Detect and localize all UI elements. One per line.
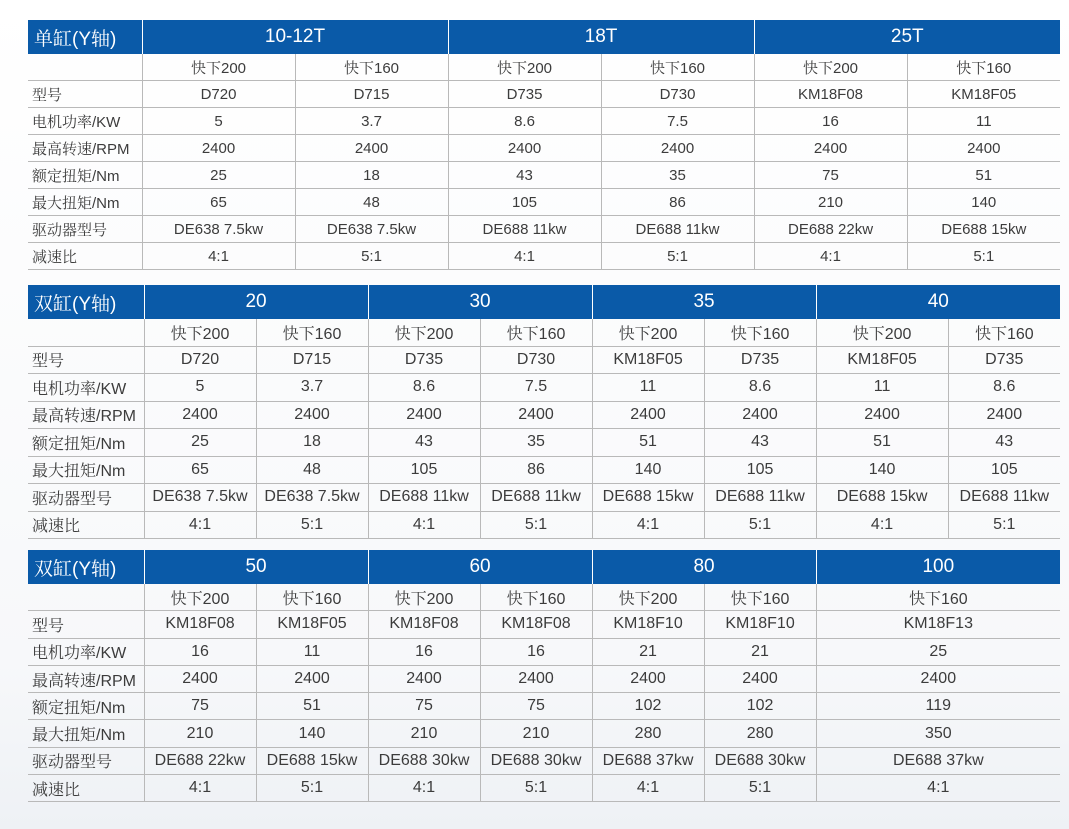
table-row — [28, 162, 1060, 189]
table-cell: KM18F08 — [754, 81, 907, 108]
table-cell: 8.6 — [368, 374, 480, 402]
table-cell: DE688 11kw — [480, 484, 592, 512]
table-cell: 2400 — [754, 135, 907, 162]
table-cell: 48 — [256, 456, 368, 484]
table-cell: 119 — [816, 693, 1060, 720]
table-cell: KM18F10 — [592, 611, 704, 638]
tonnage-header: 50 — [144, 550, 368, 584]
table-cell: KM18F05 — [256, 611, 368, 638]
table-cell: 5:1 — [256, 775, 368, 802]
spec-table-dual-cylinder-20-40 — [28, 285, 1060, 539]
table-cell: 4:1 — [448, 243, 601, 270]
table-cell: 2400 — [480, 665, 592, 692]
table-cell: 2400 — [256, 665, 368, 692]
table-cell: 5 — [144, 374, 256, 402]
table-cell: 48 — [295, 189, 448, 216]
table-row — [28, 484, 1060, 512]
table-cell: 105 — [368, 456, 480, 484]
tonnage-header: 20 — [144, 285, 368, 319]
table-cell: 4:1 — [144, 511, 256, 539]
table-cell: 16 — [144, 638, 256, 665]
row-label: 最高转速/RPM — [28, 401, 144, 429]
table-cell: D715 — [295, 81, 448, 108]
table-cell: 43 — [948, 429, 1060, 457]
table-cell: DE638 7.5kw — [295, 216, 448, 243]
table-cell: DE688 37kw — [816, 747, 1060, 774]
row-label: 减速比 — [28, 243, 142, 270]
speed-mode-cell: 快下200 — [754, 54, 907, 81]
table-cell: 51 — [816, 429, 948, 457]
table-cell: DE688 11kw — [448, 216, 601, 243]
table-cell: D715 — [256, 346, 368, 374]
table-cell: DE688 11kw — [948, 484, 1060, 512]
speed-mode-cell: 快下200 — [592, 319, 704, 346]
row-label: 额定扭矩/Nm — [28, 429, 144, 457]
table-cell: KM18F08 — [144, 611, 256, 638]
table-row — [28, 374, 1060, 402]
table-cell: 210 — [754, 189, 907, 216]
table-cell: 5:1 — [948, 511, 1060, 539]
table-cell: D730 — [480, 346, 592, 374]
table-row — [28, 456, 1060, 484]
speed-mode-cell: 快下200 — [368, 584, 480, 611]
table-cell: 21 — [592, 638, 704, 665]
table-cell: 5:1 — [256, 511, 368, 539]
tonnage-header: 60 — [368, 550, 592, 584]
speed-mode-cell: 快下200 — [144, 584, 256, 611]
table-cell: DE638 7.5kw — [144, 484, 256, 512]
table-cell: DE688 15kw — [592, 484, 704, 512]
table-cell: DE688 11kw — [704, 484, 816, 512]
tonnage-header: 30 — [368, 285, 592, 319]
row-label: 最大扭矩/Nm — [28, 456, 144, 484]
row-label: 减速比 — [28, 775, 144, 802]
table-cell: 2400 — [256, 401, 368, 429]
table-cell: DE688 15kw — [907, 216, 1060, 243]
speed-mode-cell: 快下200 — [448, 54, 601, 81]
row-label: 型号 — [28, 346, 144, 374]
table-cell: KM18F05 — [907, 81, 1060, 108]
speed-mode-cell: 快下200 — [144, 319, 256, 346]
speed-mode-cell: 快下160 — [704, 584, 816, 611]
table-cell: DE688 22kw — [144, 747, 256, 774]
table-cell: D735 — [948, 346, 1060, 374]
table-row — [28, 429, 1060, 457]
table-cell: 5:1 — [295, 243, 448, 270]
table-cell: 16 — [368, 638, 480, 665]
table-cell: 4:1 — [144, 775, 256, 802]
table-row — [28, 108, 1060, 135]
table-cell: DE688 15kw — [256, 747, 368, 774]
table-cell: 51 — [256, 693, 368, 720]
table-row — [28, 665, 1060, 692]
tonnage-header: 25T — [754, 20, 1060, 54]
table-row — [28, 775, 1060, 802]
table-cell: 43 — [704, 429, 816, 457]
table-cell: 8.6 — [448, 108, 601, 135]
table-cell: 4:1 — [368, 511, 480, 539]
table-cell: 21 — [704, 638, 816, 665]
table-corner-title: 单缸(Y轴) — [28, 20, 142, 54]
table-corner-title: 双缸(Y轴) — [28, 550, 144, 584]
speed-mode-cell: 快下200 — [142, 54, 295, 81]
tonnage-header: 10-12T — [142, 20, 448, 54]
table-cell: D735 — [448, 81, 601, 108]
table-row — [28, 693, 1060, 720]
speed-mode-row — [28, 319, 1060, 346]
table-cell: 18 — [256, 429, 368, 457]
speed-mode-cell: 快下200 — [816, 319, 948, 346]
table-cell: 18 — [295, 162, 448, 189]
speed-mode-cell: 快下160 — [816, 584, 1060, 611]
table-cell: 2400 — [704, 401, 816, 429]
table-cell: 3.7 — [256, 374, 368, 402]
table-cell: D735 — [704, 346, 816, 374]
table-cell: 65 — [144, 456, 256, 484]
row-label: 最大扭矩/Nm — [28, 720, 144, 747]
table-cell: DE688 30kw — [368, 747, 480, 774]
speed-mode-row — [28, 54, 1060, 81]
table-cell: KM18F08 — [480, 611, 592, 638]
table-cell: 2400 — [601, 135, 754, 162]
table-cell: 11 — [256, 638, 368, 665]
table-cell: 350 — [816, 720, 1060, 747]
table-cell: 4:1 — [592, 775, 704, 802]
row-label: 额定扭矩/Nm — [28, 162, 142, 189]
table-cell: 140 — [816, 456, 948, 484]
table-cell: 75 — [368, 693, 480, 720]
table-cell: 11 — [592, 374, 704, 402]
row-label: 驱动器型号 — [28, 484, 144, 512]
speed-mode-cell: 快下160 — [256, 584, 368, 611]
row-label: 最高转速/RPM — [28, 665, 144, 692]
speed-mode-cell: 快下160 — [704, 319, 816, 346]
table-row — [28, 243, 1060, 270]
table-row — [28, 346, 1060, 374]
tonnage-header: 18T — [448, 20, 754, 54]
table-cell: 140 — [592, 456, 704, 484]
speed-mode-row — [28, 584, 1060, 611]
table-cell: 2400 — [295, 135, 448, 162]
row-label: 电机功率/KW — [28, 374, 144, 402]
speed-mode-cell: 快下200 — [592, 584, 704, 611]
table-cell: 2400 — [592, 665, 704, 692]
table-cell: KM18F13 — [816, 611, 1060, 638]
table-cell: 5:1 — [704, 775, 816, 802]
table-cell: 5:1 — [601, 243, 754, 270]
table-cell: 105 — [948, 456, 1060, 484]
tonnage-header: 100 — [816, 550, 1060, 584]
table-cell: 2400 — [368, 665, 480, 692]
table-cell: DE688 30kw — [480, 747, 592, 774]
row-label: 最高转速/RPM — [28, 135, 142, 162]
table-cell: 2400 — [144, 665, 256, 692]
table-cell: 16 — [754, 108, 907, 135]
table-cell: 4:1 — [754, 243, 907, 270]
table-cell: 35 — [601, 162, 754, 189]
table-cell: 4:1 — [816, 775, 1060, 802]
tonnage-header: 80 — [592, 550, 816, 584]
table-cell: DE688 15kw — [816, 484, 948, 512]
table-cell: 2400 — [480, 401, 592, 429]
spec-table-single-cylinder — [28, 20, 1060, 270]
table-cell: 210 — [368, 720, 480, 747]
table-cell: 280 — [704, 720, 816, 747]
table-cell: DE638 7.5kw — [256, 484, 368, 512]
table-cell: 7.5 — [480, 374, 592, 402]
speed-mode-cell: 快下200 — [368, 319, 480, 346]
table-cell: 25 — [816, 638, 1060, 665]
table-cell: 105 — [448, 189, 601, 216]
tonnage-header: 35 — [592, 285, 816, 319]
table-cell: 51 — [907, 162, 1060, 189]
table-cell: 5:1 — [480, 775, 592, 802]
table-cell: 16 — [480, 638, 592, 665]
table-cell: 4:1 — [368, 775, 480, 802]
table-cell: 65 — [142, 189, 295, 216]
table-cell: 8.6 — [948, 374, 1060, 402]
table-cell: 2400 — [948, 401, 1060, 429]
table-cell: DE688 11kw — [368, 484, 480, 512]
table-cell: 51 — [592, 429, 704, 457]
table-cell: KM18F05 — [592, 346, 704, 374]
speed-mode-cell: 快下160 — [256, 319, 368, 346]
speed-mode-cell: 快下160 — [907, 54, 1060, 81]
table-cell: 35 — [480, 429, 592, 457]
table-cell: 105 — [704, 456, 816, 484]
row-label: 驱动器型号 — [28, 747, 144, 774]
table-cell: 43 — [368, 429, 480, 457]
table-cell: D735 — [368, 346, 480, 374]
table-cell: KM18F10 — [704, 611, 816, 638]
table-row — [28, 401, 1060, 429]
row-label: 电机功率/KW — [28, 108, 142, 135]
table-cell: DE638 7.5kw — [142, 216, 295, 243]
table-cell: 25 — [142, 162, 295, 189]
table-cell: DE688 11kw — [601, 216, 754, 243]
table-cell: 2400 — [448, 135, 601, 162]
tonnage-header: 40 — [816, 285, 1060, 319]
row-label: 电机功率/KW — [28, 638, 144, 665]
table-cell: D730 — [601, 81, 754, 108]
table-cell: 3.7 — [295, 108, 448, 135]
table-cell: 75 — [480, 693, 592, 720]
table-cell: 25 — [144, 429, 256, 457]
table-corner-title: 双缸(Y轴) — [28, 285, 144, 319]
table-cell: DE688 30kw — [704, 747, 816, 774]
speed-mode-cell: 快下160 — [480, 584, 592, 611]
table-cell: 11 — [816, 374, 948, 402]
table-row — [28, 135, 1060, 162]
row-label: 最大扭矩/Nm — [28, 189, 142, 216]
table-cell: 5:1 — [704, 511, 816, 539]
table-cell: 210 — [144, 720, 256, 747]
table-cell: 2400 — [704, 665, 816, 692]
row-label — [28, 319, 144, 346]
table-cell: 43 — [448, 162, 601, 189]
speed-mode-cell: 快下160 — [601, 54, 754, 81]
table-cell: 86 — [601, 189, 754, 216]
table-cell: 11 — [907, 108, 1060, 135]
table-cell: 75 — [144, 693, 256, 720]
table-row — [28, 611, 1060, 638]
table-cell: D720 — [144, 346, 256, 374]
row-label — [28, 584, 144, 611]
table-cell: 2400 — [144, 401, 256, 429]
row-label: 减速比 — [28, 511, 144, 539]
table-cell: 2400 — [816, 665, 1060, 692]
table-cell: 4:1 — [142, 243, 295, 270]
table-cell: 140 — [907, 189, 1060, 216]
table-cell: 4:1 — [592, 511, 704, 539]
table-cell: 8.6 — [704, 374, 816, 402]
row-label — [28, 54, 142, 81]
spec-table-dual-cylinder-50-100 — [28, 550, 1060, 802]
table-cell: KM18F08 — [368, 611, 480, 638]
table-row — [28, 511, 1060, 539]
row-label: 型号 — [28, 611, 144, 638]
table-cell: 75 — [754, 162, 907, 189]
table-row — [28, 81, 1060, 108]
table-cell: 140 — [256, 720, 368, 747]
table-cell: 2400 — [142, 135, 295, 162]
table-cell: KM18F05 — [816, 346, 948, 374]
table-header-row — [28, 285, 1060, 319]
speed-mode-cell: 快下160 — [295, 54, 448, 81]
table-cell: 86 — [480, 456, 592, 484]
table-cell: 5 — [142, 108, 295, 135]
table-cell: D720 — [142, 81, 295, 108]
table-header-row — [28, 550, 1060, 584]
table-cell: 4:1 — [816, 511, 948, 539]
speed-mode-cell: 快下160 — [948, 319, 1060, 346]
speed-mode-cell: 快下160 — [480, 319, 592, 346]
table-row — [28, 216, 1060, 243]
table-cell: 102 — [704, 693, 816, 720]
table-cell: 102 — [592, 693, 704, 720]
table-cell: 2400 — [816, 401, 948, 429]
table-row — [28, 189, 1060, 216]
table-header-row — [28, 20, 1060, 54]
table-cell: 5:1 — [480, 511, 592, 539]
row-label: 额定扭矩/Nm — [28, 693, 144, 720]
table-cell: 2400 — [368, 401, 480, 429]
table-cell: 2400 — [907, 135, 1060, 162]
table-row — [28, 638, 1060, 665]
table-cell: 2400 — [592, 401, 704, 429]
table-row — [28, 747, 1060, 774]
row-label: 型号 — [28, 81, 142, 108]
table-cell: 7.5 — [601, 108, 754, 135]
table-cell: 210 — [480, 720, 592, 747]
row-label: 驱动器型号 — [28, 216, 142, 243]
table-cell: 5:1 — [907, 243, 1060, 270]
table-cell: DE688 37kw — [592, 747, 704, 774]
table-cell: DE688 22kw — [754, 216, 907, 243]
table-cell: 280 — [592, 720, 704, 747]
table-row — [28, 720, 1060, 747]
